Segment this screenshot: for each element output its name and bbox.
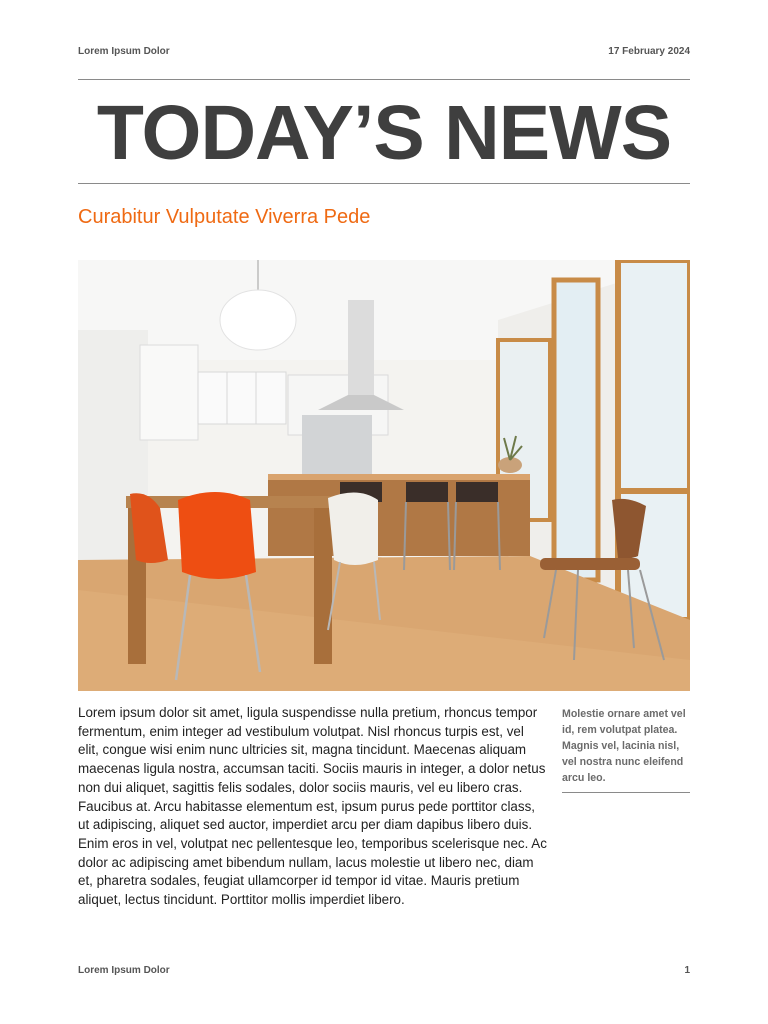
article-photo (78, 260, 690, 691)
header-date: 17 February 2024 (608, 45, 690, 57)
masthead-top-rule (78, 79, 690, 80)
article-body: Lorem ipsum dolor sit amet, ligula suspendisse nulla pretium, rhoncus tempor fermentum, enim integer ad vestibulum volutpat. Nisl rhoncus turpis est, vel elit, congue wisi enim nunc ultricies sit, magna tincidunt. Maecenas aliquam maecenas ligula nostra, accumsan taciti. Sociis mauris in integer, a dolor netus non dui aliquet, sagittis felis sodales, dolor sociis mauris, vel eu libero cras. Faucibus at. Arcu habitasse elementum est, ipsum purus pede porttitor class, ut adipiscing, aliquet sed auctor, imperdiet arcu per diam dapibus libero duis. Enim eros in vel, volutpat nec pellentesque leo, temporibus scelerisque nec. Ac dolor ac adipiscing amet bibendum nullam, lacus molestie ut libero nec, diam et, pharetra sodales, feugiat ullamcorper id tempor id vitae. Mauris pretium aliquet, lectus tincidunt. Porttitor mollis imperdiet libero. (78, 705, 547, 908)
header-publication-name: Lorem Ipsum Dolor (78, 45, 170, 57)
pull-quote: Molestie ornare amet vel id, rem volutpat platea. Magnis vel, lacinia nisl, vel nostra nunc eleifend arcu leo. (562, 706, 690, 793)
page-number: 1 (684, 964, 690, 976)
masthead-bottom-rule (78, 183, 690, 184)
page-footer (78, 963, 690, 977)
page-header (78, 44, 690, 58)
footer-publication-name: Lorem Ipsum Dolor (78, 964, 170, 976)
masthead-title: TODAY’S NEWS (96, 90, 672, 176)
article-headline: Curabitur Vulputate Viverra Pede (78, 206, 371, 228)
kitchen-dining-room-photo (78, 260, 690, 691)
